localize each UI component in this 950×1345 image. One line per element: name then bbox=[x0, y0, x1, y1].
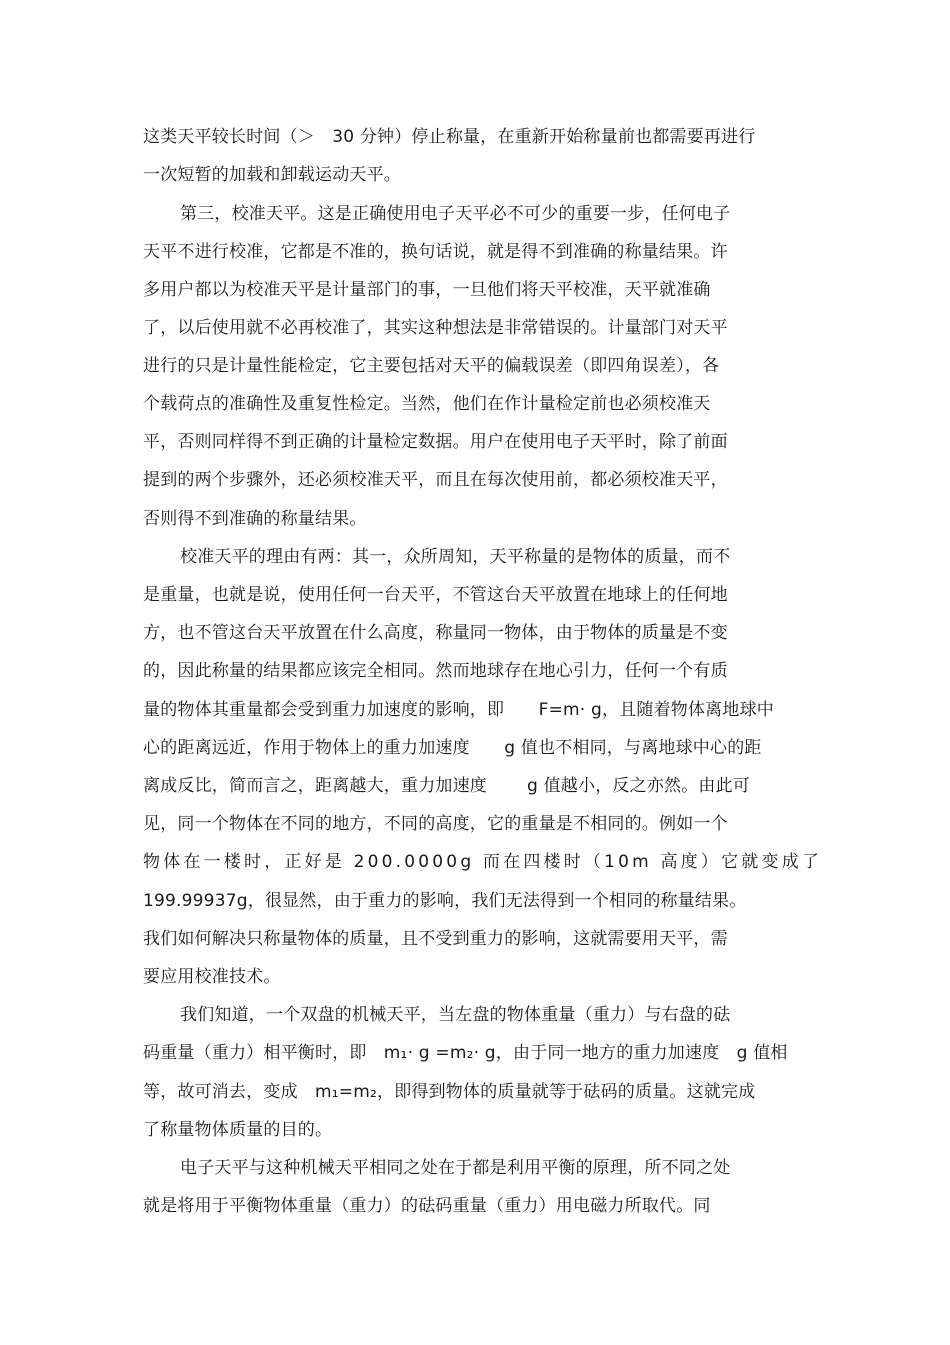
text-line: 码重量（重力）相平衡时，即 m₁· g =m₂· g，由于同一地方的重力加速度 g 值相 bbox=[143, 1043, 788, 1063]
text-line: 物体在一楼时，正好是 200.0000g 而在四楼时（10m 高度）它就变成了 bbox=[143, 852, 823, 872]
text-line: 提到的两个步骤外，还必须校准天平，而且在每次使用前，都必须校准天平， bbox=[143, 470, 728, 490]
text-line: 心的距离远近，作用于物体上的重力加速度 g 值也不相同，与离地球中心的距 bbox=[143, 738, 762, 758]
text-line: 了称量物体质量的目的。 bbox=[143, 1120, 333, 1140]
text-line: 个载荷点的准确性及重复性检定。当然，他们在作计量检定前也必须校准天 bbox=[143, 394, 711, 414]
text-line: 一次短暂的加载和卸载运动天平。 bbox=[143, 165, 401, 185]
text-line: 量的物体其重量都会受到重力加速度的影响，即 F=m· g，且随着物体离地球中 bbox=[143, 700, 774, 720]
text-line: 见，同一个物体在不同的地方，不同的高度，它的重量是不相同的。例如一个 bbox=[143, 814, 728, 834]
text-line: 就是将用于平衡物体重量（重力）的砝码重量（重力）用电磁力所取代。同 bbox=[143, 1196, 711, 1216]
text-line: 平，否则同样得不到正确的计量检定数据。用户在使用电子天平时，除了前面 bbox=[143, 432, 728, 452]
paragraph-first-line: 电子天平与这种机械天平相同之处在于都是利用平衡的原理，所不同之处 bbox=[180, 1158, 731, 1178]
paragraph-first-line: 我们知道，一个双盘的机械天平，当左盘的物体重量（重力）与右盘的砝 bbox=[180, 1005, 731, 1025]
text-line: 进行的只是计量性能检定，它主要包括对天平的偏载误差（即四角误差），各 bbox=[143, 356, 720, 376]
text-line: 要应用校准技术。 bbox=[143, 967, 281, 987]
text-line: 否则得不到准确的称量结果。 bbox=[143, 509, 367, 529]
text-line: 是重量，也就是说，使用任何一台天平，不管这台天平放置在地球上的任何地 bbox=[143, 585, 728, 605]
text-line: 离成反比，简而言之，距离越大，重力加速度 g 值越小，反之亦然。由此可 bbox=[143, 776, 750, 796]
text-line: 方，也不管这台天平放置在什么高度，称量同一物体，由于物体的质量是不变 bbox=[143, 623, 728, 643]
text-line: 天平不进行校准，它都是不准的，换句话说，就是得不到准确的称量结果。许 bbox=[143, 242, 728, 262]
text-line: 我们如何解决只称量物体的质量，且不受到重力的影响，这就需要用天平，需 bbox=[143, 929, 728, 949]
text-line: 199.99937g，很显然，由于重力的影响，我们无法得到一个相同的称量结果。 bbox=[143, 891, 747, 911]
text-line: 的，因此称量的结果都应该完全相同。然而地球存在地心引力，任何一个有质 bbox=[143, 661, 728, 681]
paragraph-first-line: 校准天平的理由有两：其一，众所周知，天平称量的是物体的质量，而不 bbox=[180, 547, 731, 567]
paragraph-first-line: 第三，校准天平。这是正确使用电子天平必不可少的重要一步，任何电子 bbox=[180, 204, 731, 224]
text-line: 这类天平较长时间（＞ 30 分钟）停止称量，在重新开始称量前也都需要再进行 bbox=[143, 127, 756, 147]
text-line: 了，以后使用就不必再校准了，其实这种想法是非常错误的。计量部门对天平 bbox=[143, 318, 728, 338]
text-line: 多用户都以为校准天平是计量部门的事，一旦他们将天平校准，天平就准确 bbox=[143, 280, 711, 300]
text-line: 等，故可消去，变成 m₁=m₂，即得到物体的质量就等于砝码的质量。这就完成 bbox=[143, 1082, 756, 1102]
